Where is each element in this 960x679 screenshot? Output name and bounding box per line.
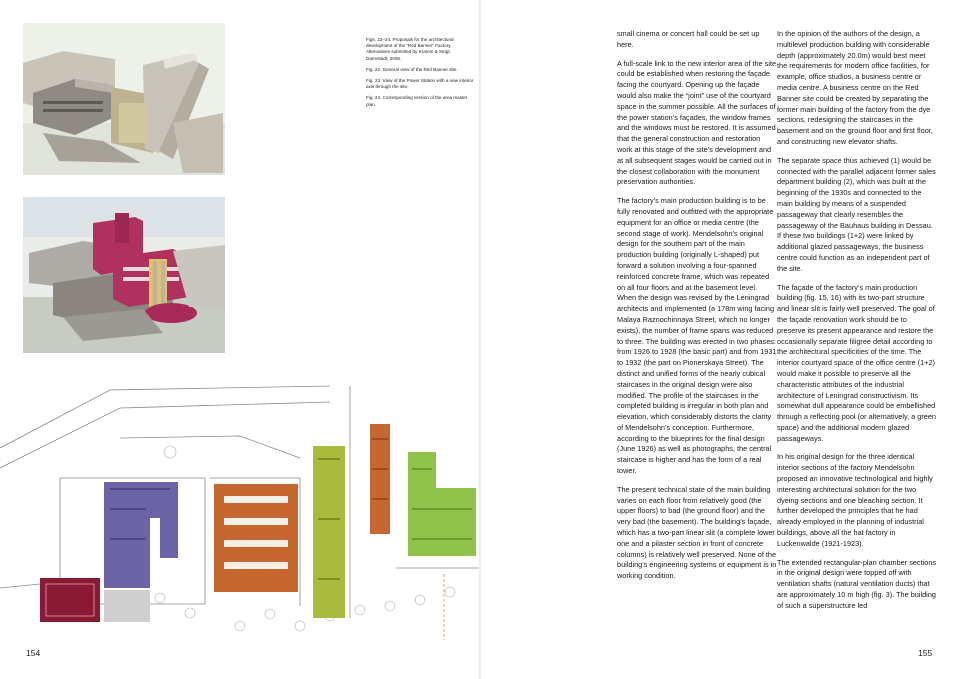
page-number-right: 155	[918, 648, 933, 658]
paragraph: In the opinion of the authors of the design, a multilevel production building with considerable depth (approximately 20.0m) would best meet the requirements for modern office facilities, for example, office studios, a business centre or media centre. A business centre on the Red Banner site could be created by separating the former main building of the factory from the dye sections, redesigning the staircases in the basement and on the ground floor and first floor, and constructing new elevator shafts.	[777, 29, 933, 146]
paragraph: A full-scale link to the new interior area of the site could be established when restoring the façade facing the courtyard. Opening up the façade would also make the “joint” use of the courtyard space in the summer possible. All the surfaces of the power station’s façades, the window frames and the windows must be restored. It is assumed that the general construction and restoration work at this stage of the site’s development and at all subsequent stages would be carried out in the closest collaboration with the monument preservation authorities.	[617, 58, 777, 187]
paragraph: The extended rectangular-plan chamber sections in the original design were topped off with ventilation shafts (natural ventilation ducts) that are approximately 10 m high (fig. 3). The building of such a superstructure led	[777, 557, 937, 610]
paragraph: The separate space thus achieved (1) would be connected with the parallel adjacent former sales department building (2), which was built at the beginning of the 1930s and connected to the main building by means of a suspended passageway that clearly resembles the passageway of the Bauhaus building in Dessau. If these two buildings (1+2) were linked by additional glazed passageways, the business centre could function as an independent part of the site.	[777, 155, 936, 273]
page-gutter	[479, 0, 481, 679]
caption-figs-22-24: Figs. 22–24. Proposals for the architectural development of the “Red Banner” Factory. Alternatives submitted by Kramm & Strigl, Darmstadt, 2008.	[366, 37, 454, 61]
master-plan-drawing	[0, 378, 479, 640]
caption-fig-22: Fig. 22. General view of the Red Banner site.	[366, 66, 458, 72]
figure-22-image	[23, 23, 225, 175]
page-number-left: 154	[26, 648, 41, 658]
figure-22-aerial-render	[23, 23, 225, 175]
figure-23-power-station-render	[23, 197, 225, 353]
paragraph: The present technical state of the main building varies on each floor from relatively good (the upper floors) to bad (the ground floor) and the very bad (the basement). The building’s façade, which has a two-part linear slit (a complete lower one and a pilaster section in front of concrete columns) is relatively well preserved. None of the building’s engineering systems or equipment is in working condition.	[617, 484, 777, 581]
paragraph: The façade of the factory’s main production building (fig. 15, 16) with its two-part structure and linear slit is fairly well preserved. The goal of the façade renovation work should be to preserve its present appearance and restore the occasionally separate filigree detail according to the architectural specificities of the time. The interior courtyard space of the office centre (1+2) would make it possible to preserve all the characteristic attributes of the industrial architecture of Leningrad constructivism. Its somewhat dull appearance could be embellished through a reflecting pool (or alternatively, a green space) and the additional modern glazed passageways.	[777, 282, 936, 443]
text-column-right	[777, 29, 937, 643]
figure-23-image	[23, 197, 225, 353]
figure-24-master-plan	[0, 378, 479, 640]
caption-fig-23: Fig. 23. View of the Power Station with a new interior axis through the site.	[366, 78, 474, 90]
caption-fig-24: Fig. 24. Corresponding version of the area master plan.	[366, 95, 468, 107]
paragraph: The factory’s main production building is to be fully renovated and outfitted with the appropriate equipment for an office or media centre (the second stage of work). Mendelsohn’s original design for the southern part of the main production building (originally L-shaped) put forward a solution involving a four-spanned reinforced concrete frame, which was repeated on all four floors and at the basement level. When the design was revised by the Leningrad architects and implemented (a 178m wing facing Malaya Raznochinnaya Street, which no longer exists), the number of frame spans was reduced to three. The building was erected in two phases: from 1926 to 1928 (the basic part) and from 1931 to 1932 (the part on Pionerskaya Street). The distinct and unified forms of the nearly cubical staircases in the original design were also modified. The profile of the staircases in the completed building is irregular in both plan and elevation, which considerably distorts the clarity of Mendelsohn’s conception. Furthermore, according to the blueprints for the final design (June 1926) as well as photographs, the central staircase is higher and has the form of a real tower.	[617, 196, 777, 476]
paragraph: In his original design for the three identical interior sections of the factory Mendelsohn proposed an innovative technological and highly interesting architectural solution for the two dyeing sections and one bleaching section. It further developed the principles that he had already employed in the planning of industrial buildings, above all the hat factory in Luckenwalde (1921-1923).	[777, 452, 933, 548]
text-column-left	[617, 29, 777, 629]
figure-captions	[366, 37, 474, 113]
paragraph: small cinema or concert hall could be set up here.	[617, 29, 760, 49]
